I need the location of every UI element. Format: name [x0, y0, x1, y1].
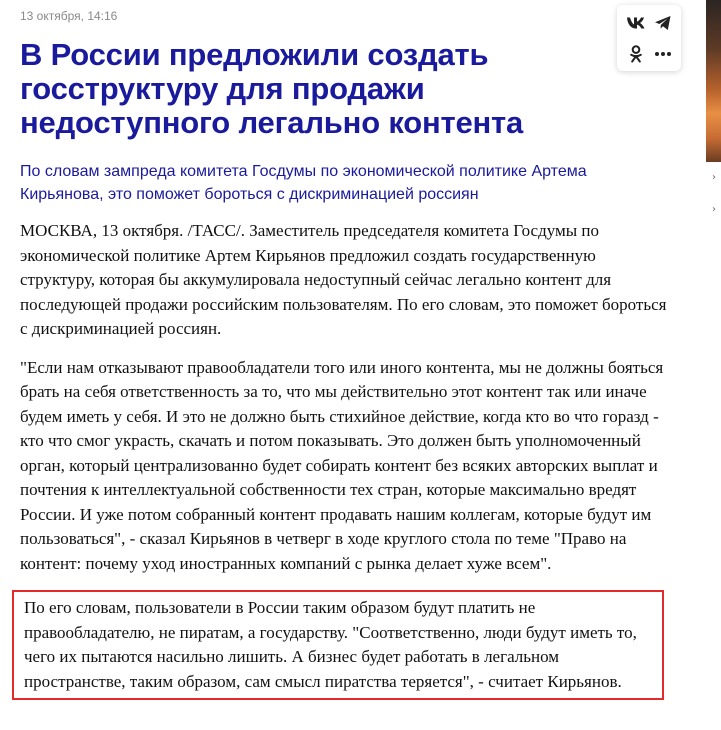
sidebar-marker-icon: › — [712, 172, 716, 183]
highlighted-paragraph: По его словам, пользователи в России таким образом будут платить не правообладателю, не пиратам, а государству. "Соответственно, люди будут иметь то, чего их пытаются насильно лишить. А бизнес будет работать в легальном пространстве, таким образом, сам смысл пиратства теряется", - считает Кирьянов. — [12, 590, 664, 700]
odnoklassniki-icon — [629, 45, 643, 63]
sidebar-image-thumbnail[interactable] — [706, 0, 721, 162]
article-paragraph: "Если нам отказывают правообладатели того или иного контента, мы не должны бояться брать на себя ответственность за то, что мы действительно этот контент так или иначе будем иметь у себя. И это не должно быть стихийное действие, когда кто во что горазд - кто что смог украсть, скачать и потом показывать. Это должен быть уполномоченный орган, который централизованно будет собирать контент без всяких авторских выплат и почтения к интеллектуальной собственности тех стран, которые максимально вредят России. И уже потом собранный контент продавать нашим коллегам, которые будут им пользоваться", - сказал Кирьянов в четверг в ходе круглого стола по теме "Право на контент: почему уход иностранных компаний с рынка делает хуже всем". — [20, 357, 664, 573]
telegram-share-button[interactable] — [652, 12, 674, 34]
sidebar-marker-icon: › — [712, 204, 716, 215]
vk-share-button[interactable] — [625, 12, 647, 34]
more-share-button[interactable] — [652, 43, 674, 65]
article-date: 13 октября, 14:16 — [20, 9, 118, 23]
more-dots-icon — [654, 51, 672, 57]
article-subtitle: По словам зампреда комитета Госдумы по экономической политике Артема Кирьянова, это поможет бороться с дискриминацией россиян — [20, 163, 587, 203]
vk-icon — [626, 16, 646, 30]
share-panel — [617, 5, 681, 71]
telegram-icon — [654, 15, 672, 31]
article-paragraph: МОСКВА, 13 октября. /ТАСС/. Заместитель председателя комитета Госдумы по экономической политике Артем Кирьянов предложил создать государственную структуру, которая бы аккумулировала недоступный сейчас легально контент для последующей продажи российским пользователям. По его словам, это поможет бороться с дискриминацией россиян. — [20, 221, 667, 338]
odnoklassniki-share-button[interactable] — [625, 43, 647, 65]
article-headline: В России предложили создать госструктуру для продажи недоступного легально контента — [20, 37, 524, 140]
article-body — [20, 219, 675, 700]
